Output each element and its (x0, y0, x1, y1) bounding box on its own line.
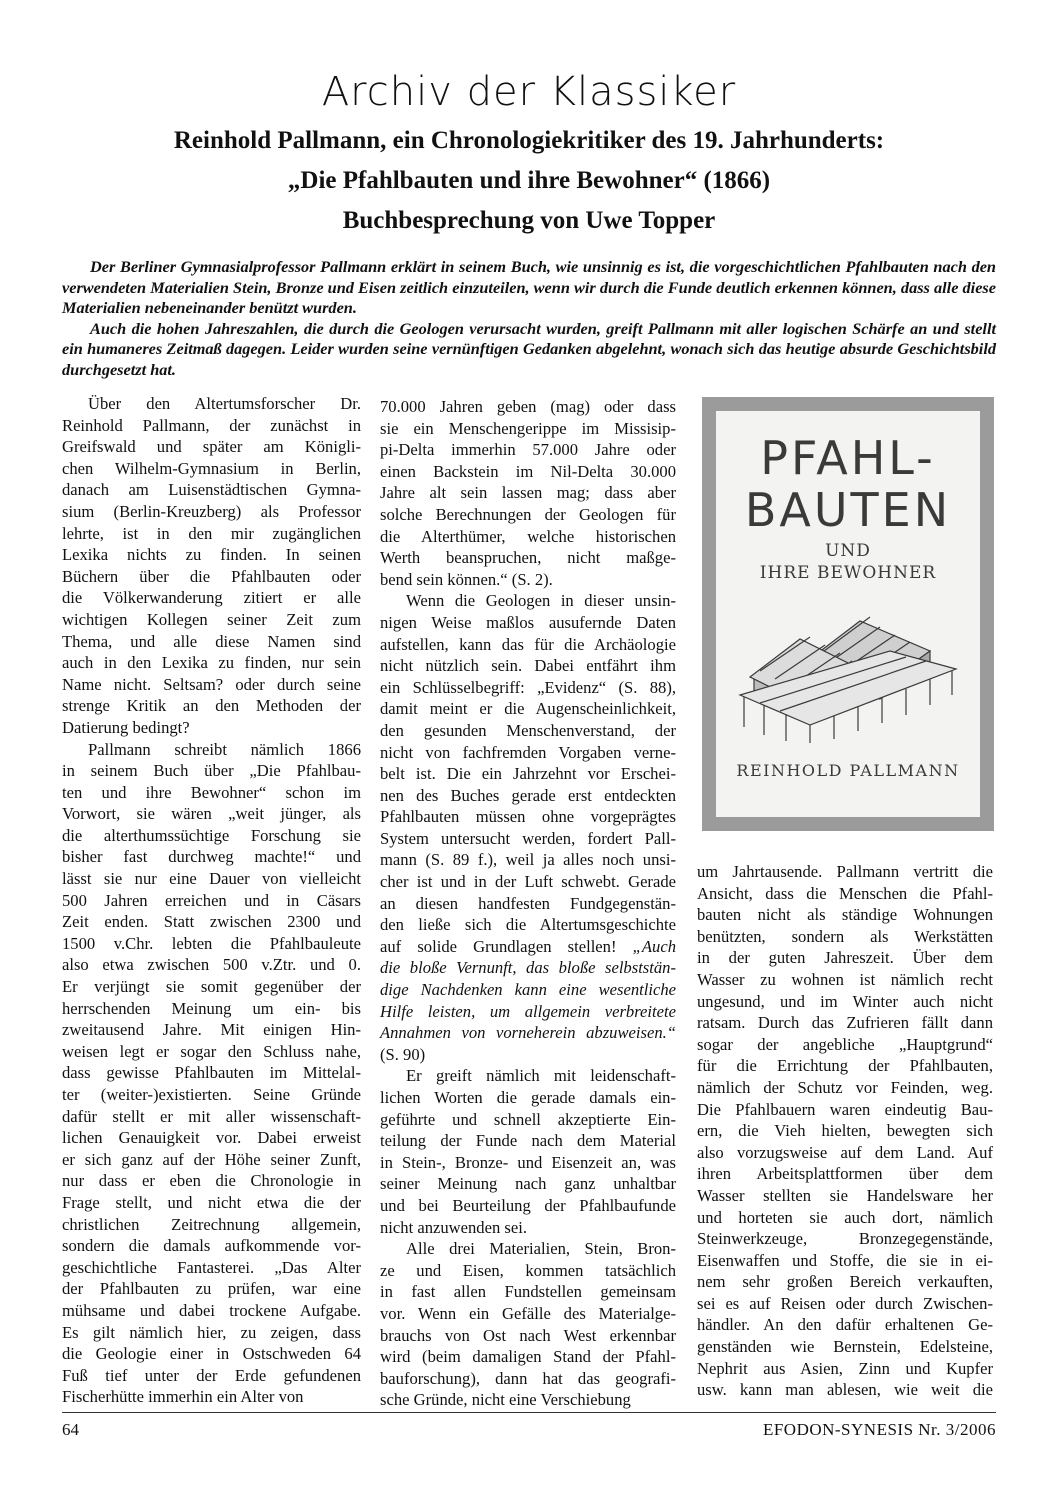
text-line: lichen Genauigkeit vor. Dabei erweist (62, 1128, 361, 1148)
text-line: ter (weiter-)existierten. Seine Gründe (62, 1085, 361, 1104)
text-line: Annahmen von vorneherein abzuweisen.“ (380, 1023, 676, 1043)
text-line: teilung der Funde nach dem Material (380, 1131, 676, 1151)
headline-line-2: „Die Pfahlbauten und ihre Bewohner“ (1866) (287, 167, 771, 194)
text-line: solche Berechnungen der Geologen für (380, 504, 676, 524)
text-line: weisen legt er sogar den Schluss nahe, (62, 1041, 361, 1061)
text-line: nicht von fachfremden Vorgaben verne- (380, 742, 676, 762)
text-line: Thema, und alle diese Namen sind (62, 631, 361, 651)
headline-byline: Buchbesprechung von Uwe Topper (342, 207, 716, 234)
book-cover-author: REINHOLD PALLMANN (736, 761, 960, 780)
text-line: zweitausend Jahre. Mit einigen Hin- (62, 1020, 361, 1040)
text-line: in Stein-, Bronze- und Eisenzeit an, was (380, 1152, 676, 1172)
text-line: händler. An den dafür erhaltenen Ge- (697, 1315, 993, 1335)
text-line: Reinhold Pallmann, der zunächst in (62, 415, 361, 435)
text-line: nigen Weise maßlos ausufernde Daten (380, 612, 676, 632)
text-line: Werth beanspruchen, nicht maßge- (380, 548, 676, 568)
text-line: seiner Meinung nach ganz unhaltbar (380, 1174, 676, 1194)
text-line: ein Schlüsselbegriff: „Evidenz“ (S. 88), (380, 677, 676, 697)
text-line: herrschenden Meinung um ein- bis (62, 998, 361, 1018)
text-line: Name nicht. Seltsam? oder durch seine (62, 674, 361, 694)
quote-text: „Auch (632, 936, 676, 956)
text-line: sei es auf Reisen oder durch Zwischen- (697, 1293, 993, 1313)
journal-name: EFODON-SYNESIS Nr. 3/2006 (762, 1420, 996, 1439)
text-line: Wasser stellten sie Handelsware her (697, 1185, 993, 1205)
text-line: sogar der angebliche „Hauptgrund“ (697, 1034, 993, 1054)
text-line: ern, die Vieh hielten, bewegten sich (697, 1121, 993, 1141)
text-line: für die Errichtung der Pfahlbauten, (697, 1056, 993, 1076)
text-line: strenge Kritik an den Methoden der (62, 696, 361, 716)
text-line: Greifswald und später am Königli- (62, 437, 361, 457)
text-line: christlichen Zeitrechnung allgemein, (62, 1214, 361, 1234)
text-line: sche Gründe, nicht eine Verschiebung (380, 1390, 631, 1410)
text-line: lässt sie nur eine Dauer von vielleicht (62, 869, 361, 889)
text-line: lichen Worten die gerade damals ein- (380, 1088, 676, 1107)
text-line: Vorwort, sie wären „weit jünger, als (62, 804, 361, 824)
text-line (380, 936, 676, 958)
abstract-paragraph: Auch die hohen Jahreszahlen, die durch die Geologen verursacht wurden, greift Pallmann mit aller logischen Schärfe an und stellt ein humaneres Zeitmaß dagegen. Leider wurden seine vernünftigen Gedanken abgelehnt, wonach sich das heutige absurde Geschichtsbild durchgesetzt hat. (62, 318, 996, 379)
text-line: einen Backstein im Nil-Delta 30.000 (380, 461, 676, 481)
book-cover-page (716, 411, 980, 817)
text-line: und bei Beurteilung der Pfahlbaufunde (380, 1195, 676, 1215)
text-line: Er verjüngt sie somit gegenüber der (62, 977, 361, 997)
text-line: auch in den Lexika zu finden, nur sein (62, 653, 361, 673)
text-line: lehrte, ist in den mir zugänglichen (62, 523, 361, 543)
text-line: Die Pfahlbauern waren eindeutig Bau- (697, 1099, 993, 1119)
text-line: also etwa zwischen 500 v.Ztr. und 0. (62, 955, 361, 975)
text-line: nicht nützlich sein. Dabei entfährt ihm (380, 656, 676, 676)
text-line: in fast allen Fundstellen gemeinsam (380, 1282, 676, 1302)
text-line: Pallmann schreibt nämlich 1866 (88, 739, 361, 759)
pile-dwelling-illustration (730, 599, 966, 744)
book-cover-image (702, 397, 994, 831)
text-line: aufstellen, kann das für die Archäologie (380, 634, 676, 654)
text-line: System untersucht werden, fordert Pall- (380, 828, 676, 848)
page-number: 64 (62, 1420, 79, 1439)
text-line: die alterthumssüchtige Forschung sie (62, 825, 361, 845)
text-line: mühsame und dabei trockene Aufgabe. (62, 1300, 361, 1320)
section-title: Archiv der Klassiker (321, 69, 737, 115)
text-line: brauchs von Ost nach West erkennbar (380, 1325, 676, 1345)
text-line: Zeit enden. Statt zwischen 2300 und (62, 912, 361, 932)
text-line: der Pfahlbauten zu prüfen, war eine (62, 1279, 361, 1299)
text-line: die Völkerwanderung zitiert er alle (62, 588, 361, 608)
text-line: Lexika nichts zu finden. In seinen (62, 545, 361, 565)
text-line: usw. kann man ablesen, wie weit die (697, 1380, 993, 1400)
text-line: ratsam. Durch das Zufrieren fällt dann (697, 1013, 993, 1033)
text-line: Wasser zu wohnen ist nämlich recht (697, 969, 993, 989)
text-line: um Jahrtausende. Pallmann vertritt die (697, 862, 993, 881)
text-column-2 (380, 396, 676, 1411)
text-line: sium (Berlin-Kreuzberg) als Professor (62, 501, 361, 521)
text-line: sondern die damals aufkommende vor- (62, 1236, 361, 1256)
paragraph-line: auf solide Grundlagen stellen! (380, 936, 617, 956)
text-line: die Alterthümer, welche historischen (380, 526, 676, 546)
text-line: Nephrit aus Asien, Zinn und Kupfer (697, 1358, 993, 1378)
text-line: chen Wilhelm-Gymnasium in Berlin, (62, 458, 361, 478)
text-line: sie ein Menschengerippe im Missisip- (380, 418, 676, 438)
text-line: Pfahlbauten müssen ohne vorgeprägtes (380, 807, 676, 827)
text-line: benützten, sondern als Werkstätten (697, 926, 993, 946)
text-column-1 (62, 393, 361, 1408)
text-line: nicht anzuwenden sei. (380, 1217, 527, 1237)
text-line: vor. Wenn ein Gefälle des Materialge- (380, 1303, 676, 1323)
text-line: (S. 90) (380, 1044, 426, 1064)
text-line: Eisenwaffen und Stoffe, die sie in ei- (697, 1250, 993, 1270)
book-cover-title: PFAHL- (760, 431, 936, 485)
text-line: genständen wie Bernstein, Edelsteine, (697, 1337, 993, 1357)
text-line: Alle drei Materialien, Stein, Bron- (406, 1239, 676, 1259)
text-line: Jahre alt sein lassen mag; dass aber (380, 483, 676, 503)
text-line: geführte und schnell akzeptierte Ein- (380, 1109, 676, 1129)
text-line: bisher fast durchweg machte!“ und (62, 847, 361, 867)
text-line: die Geologie einer in Ostschweden 64 (62, 1344, 361, 1364)
headline-line-1: Reinhold Pallmann, ein Chronologiekritiker des 19. Jahrhunderts: (173, 127, 885, 154)
text-line: in seinem Buch über „Die Pfahlbau- (62, 761, 361, 781)
text-line: an diesen handfesten Fundgegenstän- (380, 893, 676, 913)
text-line: und horteten sie auch dort, nämlich (697, 1207, 993, 1227)
text-line: Ansicht, dass die Menschen die Pfahl- (697, 883, 993, 903)
text-line: ihren Arbeitsplattformen über dem (697, 1164, 993, 1184)
text-line: ten und ihre Bewohner“ schon im (62, 782, 361, 802)
text-line: cher ist und in der Luft schwebt. Gerade (380, 872, 676, 892)
text-line: also vorzugsweise auf dem Land. Auf (697, 1142, 993, 1162)
text-line: nämlich der Schutz vor Feinden, weg. (697, 1077, 993, 1097)
text-line: dass gewisse Pfahlbauten im Mittelal- (62, 1063, 361, 1083)
text-line: den gesunden Menschenverstand, der (380, 720, 676, 740)
text-line: nur dass er eben die Chronologie in (62, 1171, 361, 1191)
book-cover-title: BAUTEN (744, 483, 952, 537)
text-line: 1500 v.Chr. lebten die Pfahlbauleute (62, 933, 361, 953)
text-line: mann (S. 89 f.), weil ja alles noch unsi- (380, 850, 676, 870)
text-line: nem sehr großen Bereich verkauften, (697, 1272, 993, 1292)
text-line: 70.000 Jahren geben (mag) oder dass (380, 397, 676, 416)
abstract (62, 257, 996, 380)
text-line: Über den Altertumsforscher Dr. (88, 394, 361, 413)
text-line: damit meint er die Augenscheinlichkeit, (380, 699, 676, 719)
text-line: Wenn die Geologen in dieser unsin- (406, 591, 676, 611)
text-line: belt ist. Die ein Jahrzehnt vor Erschei- (380, 764, 676, 784)
text-line: Fuß tief unter der Erde gefundenen (62, 1365, 361, 1385)
text-line: 500 Jahren erreichen und in Cäsars (62, 890, 361, 910)
text-line: Steinwerkzeuge, Bronzegegenstände, (697, 1229, 993, 1249)
footer-rule (62, 1412, 996, 1413)
text-line: ungesund, und im Winter auch nicht (697, 991, 993, 1011)
text-column-3 (697, 861, 993, 1401)
text-line: bend sein können.“ (S. 2). (380, 569, 553, 589)
text-line: Hilfe leisten, um allgemein verbreitete (380, 1001, 676, 1021)
text-line: bauten nicht als ständige Wohnungen (697, 905, 993, 925)
text-line: wichtigen Kollegen seiner Zeit zum (62, 609, 361, 629)
text-line: in der guten Jahreszeit. Über dem (697, 948, 993, 968)
text-line: er sich ganz auf der Höhe seiner Zunft, (62, 1149, 361, 1169)
text-line: ze und Eisen, kommen tatsächlich (380, 1260, 676, 1280)
text-line: die bloße Vernunft, das bloße selbststän- (380, 958, 676, 978)
book-cover-subtitle: IHRE BEWOHNER (759, 563, 937, 583)
text-line: den ließe sich die Altertumsgeschichte (380, 915, 676, 935)
text-line: dige Nachdenken kann eine wesentliche (380, 980, 676, 1000)
text-line: Er greift nämlich mit leidenschaft- (406, 1066, 676, 1086)
text-line: pi-Delta immerhin 57.000 Jahre oder (380, 440, 676, 460)
text-line: geschichtliche Fantasterei. „Das Alter (62, 1257, 361, 1277)
text-line: danach am Luisenstädtischen Gymna- (62, 480, 361, 500)
text-line: Büchern über die Pfahlbauten oder (62, 566, 361, 586)
book-cover-subtitle: UND (825, 541, 871, 561)
text-line: Frage stellt, und nicht etwa die der (62, 1192, 361, 1212)
text-line: wird (beim damaligen Stand der Pfahl- (380, 1347, 676, 1367)
text-line: nen des Buches gerade erst entdeckten (380, 785, 676, 805)
text-line: Es gilt nämlich hier, zu zeigen, dass (62, 1322, 361, 1342)
text-line: dafür stellt er mit aller wissenschaft- (62, 1106, 361, 1126)
text-line: Datierung bedingt? (62, 717, 190, 737)
abstract-paragraph: Der Berliner Gymnasialprofessor Pallmann erklärt in seinem Buch, wie unsinnig es ist, die vorgeschichtlichen Pfahlbauten nach den verwendeten Materialien Stein, Bronze und Eisen zeitlich einzuteilen, wenn wir durch die Funde deutlich erkennen können, dass alle diese Materialien nebeneinander benützt wurden. (62, 257, 996, 317)
text-line: Fischerhütte immerhin ein Alter von (62, 1387, 304, 1407)
text-line: bauforschung), dann hat das geografi- (380, 1368, 676, 1388)
